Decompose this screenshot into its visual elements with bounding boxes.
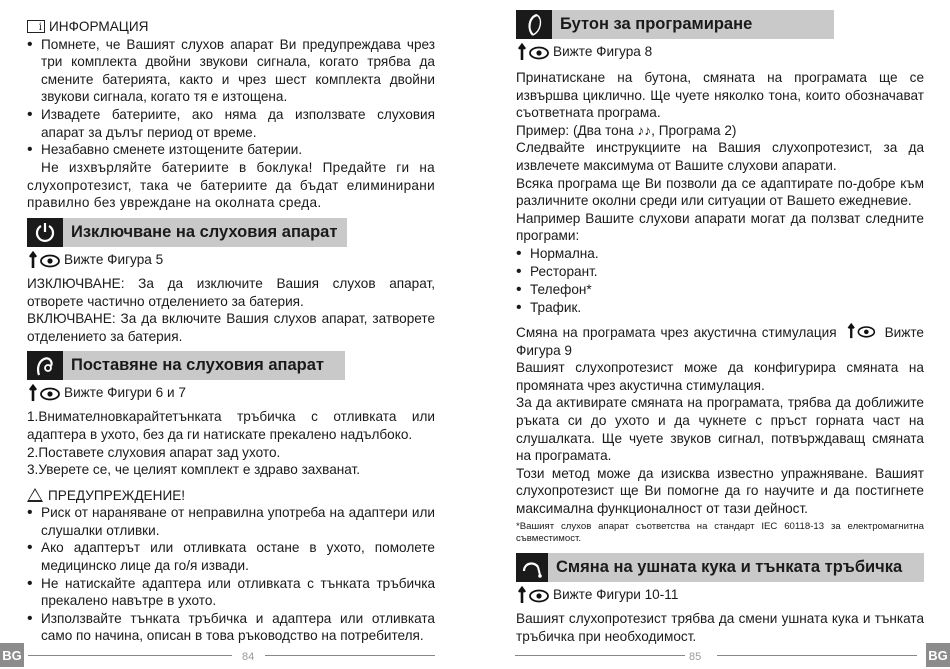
- program-paragraph: Принатискане на бутона, смяната на програмата ще се извършва циклично. Ще чуете няколко тона, които обозначават съответната програма.: [516, 70, 924, 121]
- acoustic-paragraph: За да активирате смяната на програмата, трябва да доближите ръката си до ухото и да чукнете с пръст горната част на слушалката. Ще чуете звуков сигнал, потвърждаващ смяната на програмата.: [516, 395, 924, 464]
- footer-rule: [265, 655, 435, 656]
- right-column: [516, 4, 924, 646]
- section-title: Поставяне на слуховия апарат: [63, 351, 345, 380]
- language-badge: BG: [926, 643, 950, 667]
- see-figure-icon: [842, 323, 880, 339]
- program-paragraph: Следвайте инструкциите на Вашия слухопротезист, за да извлечете максимума от Вашите слухови апарати.: [516, 140, 924, 173]
- ear-insert-icon: [27, 351, 63, 380]
- acoustic-heading: Смяна на програмата чрез акустична стимулация Вижте Фигура 9: [516, 324, 924, 358]
- section-header-power-off: [27, 218, 435, 247]
- figure-ref-text: Вижте Фигура 8: [553, 44, 653, 59]
- figure-ref-row: [27, 251, 435, 269]
- info-bullet: • Извадете батериите, ако няма да използвате слуховия апарат за дълъг период от време.: [27, 105, 435, 140]
- info-heading: ИНФОРМАЦИЯ: [49, 19, 149, 34]
- figure-ref-text: Вижте Фигури 6 и 7: [64, 385, 186, 401]
- insertion-step: 3.Уверете се, че целият комплект е здраво захванат.: [27, 462, 361, 478]
- section-header-insertion: [27, 351, 435, 380]
- program-list-item: • Телефон*: [516, 280, 592, 298]
- program-list-item: • Нормална.: [516, 244, 599, 262]
- section-header-earhook: [516, 553, 924, 582]
- power-off-paragraph: ИЗКЛЮЧВАНЕ: За да изключите Вашия слухов апарат, отворете частично отделението за батерия.: [27, 275, 435, 309]
- warning-bullet: • Използвайте тънката тръбичка и адаптера или отливката само по начина, описан в това ръководство на потребителя.: [27, 609, 435, 644]
- program-paragraph: Всяка програма ще Ви позволи да се адаптирате по-добре към различните околни среди или ситуации от Вашето ежедневие.: [516, 175, 924, 209]
- footnote: *Вашият слухов апарат съответства на стандарт IEC 60118-13 за електромагнитна съвместимост.: [516, 521, 924, 545]
- acoustic-paragraph: Този метод може да изисква известно упражняване. Вашият слухопротезист ще Ви помогне да го научите и да постигнете максимална функционалност от тази дейност.: [516, 465, 924, 516]
- section-title: Изключване на слуховия апарат: [63, 218, 347, 247]
- section-header-program-button: [516, 10, 924, 39]
- acoustic-paragraph: Вашият слухопротезист може да конфигурира смяната на промяната чрез акустична стимулация.: [516, 360, 924, 393]
- info-bullet: • Помнете, че Вашият слухов апарат Ви предупреждава чрез три комплекта двойни звукови сигнала, когато трябва да смените батерията, както и чрез шест комплекта двойни звукови сигнала, когато тя е изтощена.: [27, 35, 435, 105]
- right-page: [475, 0, 950, 669]
- section-title: Смяна на ушната кука и тънката тръбичка: [548, 553, 924, 582]
- see-figure-icon: [516, 43, 550, 61]
- page-number: 84: [242, 651, 255, 663]
- insertion-step: 2.Поставете слуховия апарат зад ухото.: [27, 444, 281, 460]
- program-list-item: • Ресторант.: [516, 262, 598, 280]
- warning-bullet: • Ако адаптерът или отливката остане в ухото, помолете медицинско лице да го/я извади.: [27, 539, 435, 574]
- warning-heading: ПРЕДУПРЕЖДЕНИЕ!: [48, 487, 186, 503]
- figure-ref-row: [516, 586, 924, 604]
- info-heading-row: [27, 18, 435, 36]
- see-figure-icon: [516, 586, 550, 604]
- info-book-icon: [27, 20, 45, 33]
- insertion-step: 1.Внимателновкарайтетънката тръбичка с отливката или адаптера в ухото, без да ги натискате прекалено надълбоко.: [27, 409, 435, 442]
- see-figure-icon: [27, 251, 61, 269]
- warning-heading-row: [27, 487, 435, 505]
- program-button-icon: [516, 10, 552, 39]
- footer-rule: [28, 655, 232, 656]
- warning-triangle-icon: [27, 488, 43, 502]
- warning-bullet: • Риск от нараняване от неправилна употреба на адаптери или слушалки отливки.: [27, 504, 435, 538]
- figure-ref-text: Вижте Фигури 10-11: [553, 587, 679, 603]
- info-paragraph: Не изхвърляйте батериите в боклука! Предайте ги на слухопротезист, така че батериите да бъдат елиминирани правилно без увреждане на околната среда.: [27, 160, 435, 211]
- power-icon: [27, 218, 63, 247]
- power-on-paragraph: ВКЛЮЧВАНЕ: За да включите Вашия слухов апарат, затворете отделението за батерия.: [27, 311, 435, 344]
- program-paragraph: Например Вашите слухови апарати могат да ползват следните програми:: [516, 210, 924, 244]
- left-column: [27, 18, 435, 645]
- program-example: Пример: (Два тона ♪♪, Програма 2): [516, 122, 737, 138]
- section-title: Бутон за програмиране: [552, 10, 834, 39]
- program-list-item: • Трафик.: [516, 298, 582, 316]
- page-number: 85: [689, 651, 702, 663]
- footer-rule: [717, 655, 917, 656]
- earhook-paragraph: Вашият слухопротезист трябва да смени ушната кука и тънката тръбичка при необходимост.: [516, 611, 924, 645]
- language-badge: BG: [0, 643, 24, 667]
- footer-rule: [515, 655, 685, 656]
- info-bullet: • Незабавно сменете изтощените батерии.: [27, 141, 303, 159]
- see-figure-icon: [27, 384, 61, 402]
- figure-ref-row: [27, 384, 435, 402]
- figure-ref-text: Вижте Фигура 5: [64, 251, 164, 267]
- figure-ref-row: [516, 43, 924, 61]
- earhook-icon: [516, 553, 548, 582]
- warning-bullet: • Не натискайте адаптера или отливката с тънката тръбичка прекалено навътре в ухото.: [27, 574, 435, 609]
